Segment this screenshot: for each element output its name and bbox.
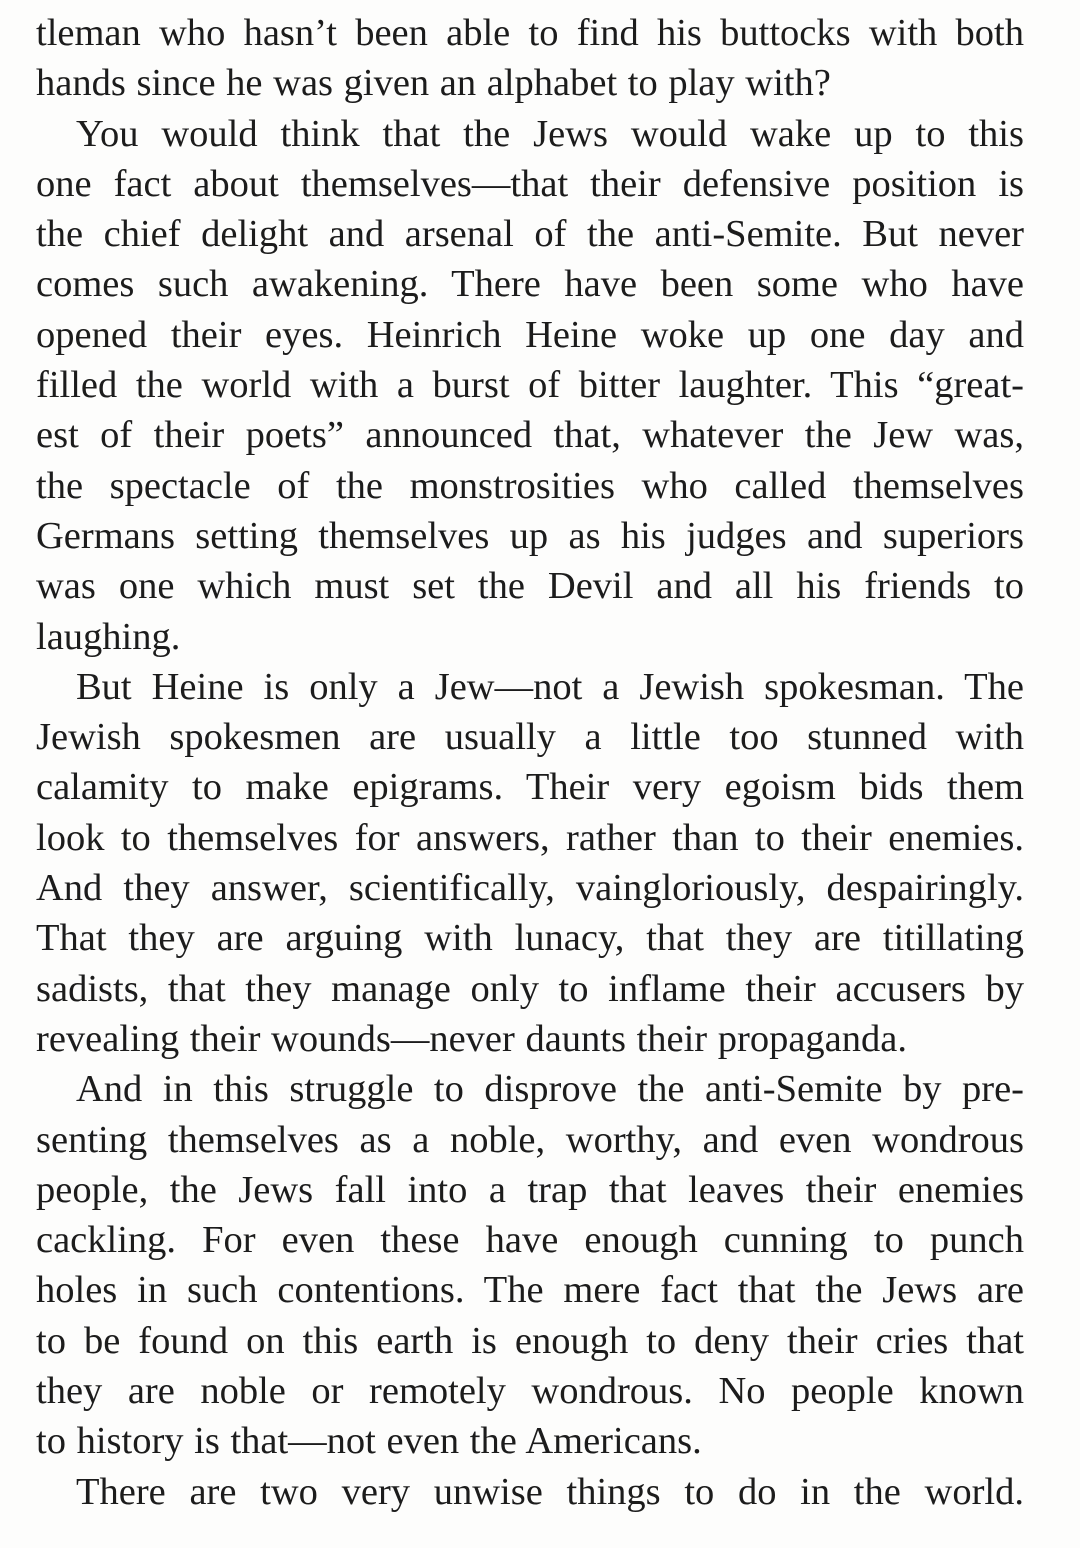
text-line: tleman who hasn’t been able to find his buttocks with both xyxy=(36,12,1024,54)
text-line: calamity to make epigrams. Their very egoism bids them xyxy=(36,766,1024,809)
text-line: look to themselves for answers, rather than to their enemies. xyxy=(36,816,1024,859)
text-line: There are two very unwise things to do in the world. xyxy=(76,1470,1024,1513)
text-line: Germans setting themselves up as his judges and superiors xyxy=(36,514,1024,557)
paragraph xyxy=(36,8,1024,109)
text-line: Jewish spokesmen are usually a little too stunned with xyxy=(36,716,1024,759)
text-line: they are noble or remotely wondrous. No people known xyxy=(36,1370,1024,1413)
text-line: sadists, that they manage only to inflame their accusers by xyxy=(36,967,1024,1010)
text-line: But Heine is only a Jew—not a Jewish spokesman. The xyxy=(76,665,1024,708)
text-line: comes such awakening. There have been some who have xyxy=(36,263,1024,306)
text-line: the spectacle of the monstrosities who called themselves xyxy=(36,464,1024,507)
page-text xyxy=(36,8,1024,1517)
text-line: to be found on this earth is enough to deny their cries that xyxy=(36,1319,1024,1362)
text-line: to history is that—not even the Americans. xyxy=(36,1420,702,1463)
text-line: That they are arguing with lunacy, that they are titillating xyxy=(36,917,1024,960)
paragraph xyxy=(36,109,1024,662)
text-line: cackling. For even these have enough cunning to punch xyxy=(36,1219,1024,1262)
text-line: holes in such contentions. The mere fact that the Jews are xyxy=(36,1269,1024,1312)
paragraph xyxy=(36,662,1024,1064)
paragraph xyxy=(36,1467,1024,1517)
text-line: You would think that the Jews would wake up to this xyxy=(76,112,1024,155)
paragraph xyxy=(36,1064,1024,1466)
text-line: filled the world with a burst of bitter laughter. This “great- xyxy=(36,364,1024,407)
text-line: opened their eyes. Heinrich Heine woke up one day and xyxy=(36,313,1024,356)
text-line: est of their poets” announced that, whatever the Jew was, xyxy=(36,414,1024,457)
text-line: laughing. xyxy=(36,615,181,658)
text-line: hands since he was given an alphabet to play with? xyxy=(36,62,831,105)
text-line: the chief delight and arsenal of the anti-Semite. But never xyxy=(36,213,1024,256)
text-line: And in this struggle to disprove the anti-Semite by pre- xyxy=(76,1068,1024,1111)
text-line: people, the Jews fall into a trap that leaves their enemies xyxy=(36,1168,1024,1211)
text-line: one fact about themselves—that their defensive position is xyxy=(36,162,1024,205)
text-line: And they answer, scientifically, vaingloriously, despairingly. xyxy=(36,867,1024,910)
text-line: senting themselves as a noble, worthy, and even wondrous xyxy=(36,1118,1024,1161)
text-line: was one which must set the Devil and all his friends to xyxy=(36,565,1024,608)
text-line: revealing their wounds—never daunts their propaganda. xyxy=(36,1017,907,1060)
